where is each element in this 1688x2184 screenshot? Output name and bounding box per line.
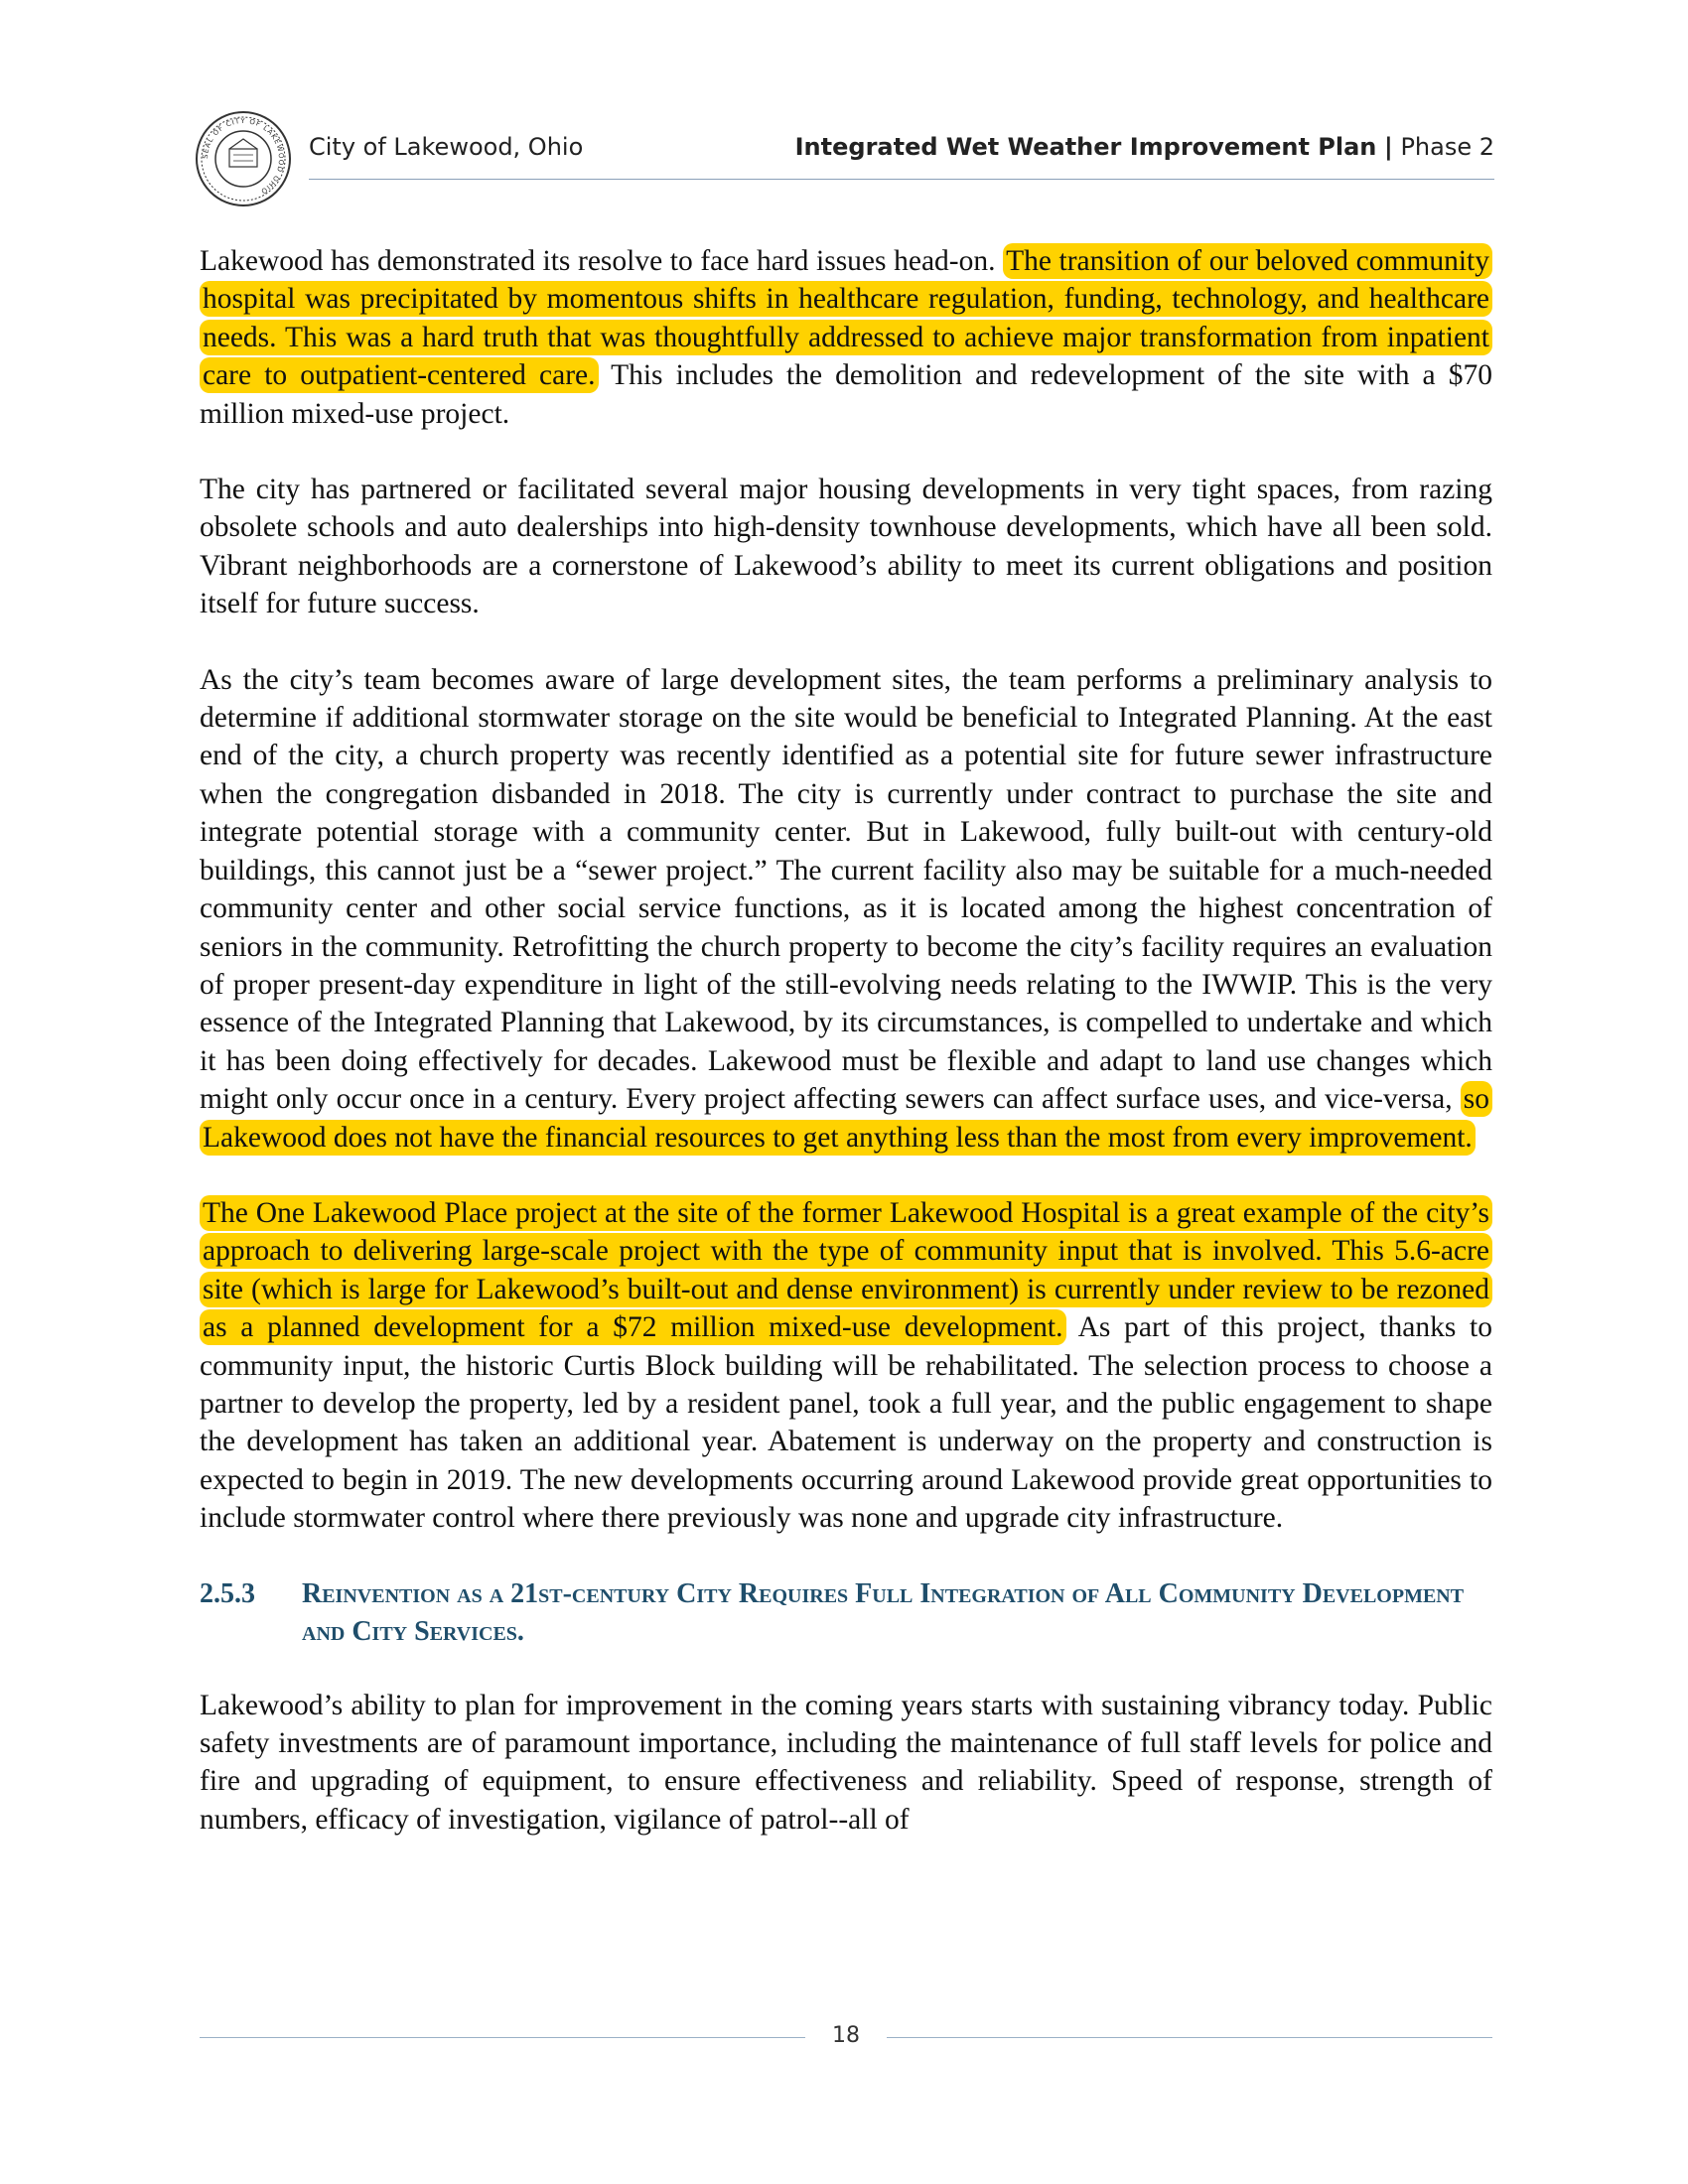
header-phase: Phase 2 [1400,133,1494,161]
footer-rule-right [887,2037,1492,2038]
city-seal-logo [194,109,293,208]
highlighted-text: so Lakewood does not have the financial resources to get anything less than the most from every improvement. [200,1081,1492,1155]
paragraph-hospital-transition [200,242,1492,433]
page-header [194,109,1494,197]
body-content [200,242,1492,1876]
page-footer [200,2017,1492,2057]
section-title: Reinvention as a 21st-century City Requires Full Integration of All Community Development and City Services. [302,1577,1465,1647]
paragraph-housing-developments: The city has partnered or facilitated several major housing developments in very tight spaces, from razing obsolete schools and auto dealerships into high-density townhouse developments, which have all been sold. Vibrant neighborhoods are a cornerstone of Lakewood’s ability to meet its current obligations and position itself for future success. [200,474,1492,620]
paragraph-text: Lakewood has demonstrated its resolve to face hard issues head-on. [200,245,1004,277]
header-document-title [795,133,1494,161]
paragraph-one-lakewood-place [200,1194,1492,1538]
highlighted-text: The One Lakewood Place project at the site of the former Lakewood Hospital is a great example of the city’s approach to delivering large-scale project with the type of community input that is involved. This 5.6-acre site (which is large for Lakewood’s built-out and dense environment) is currently under review to be rezoned as a planned development for a $72 million mixed-use development. [200,1195,1492,1345]
highlighted-text: The transition of our beloved community hospital was precipitated by momentous shifts in healthcare regulation, funding, technology, and healthcare needs. This was a hard truth that was thoughtfully addressed to achieve major transformation from inpatient care to outpatient-centered care. [200,243,1492,393]
svg-text:SEAL OF CITY OF LAKEWOOD OHIO: SEAL OF CITY OF LAKEWOOD OHIO [201,116,286,197]
header-divider [309,179,1494,180]
paragraph-text: As part of this project, thanks to community input, the historic Curtis Block building will be rehabilitated. The selection process to choose a partner to develop the property, led by a resident panel, took a full year, and the public engagement to shape the development has taken an additional year. Abatement is underway on the property and construction is expected to begin in 2019. The new developments occurring around Lakewood provide great opportunities to include stormwater control where there previously was none and upgrade city infrastructure. [200,1311,1492,1535]
header-org-name: City of Lakewood, Ohio [309,133,584,161]
paragraph-text: This includes the demolition and redevelopment of the site with a $70 million mixed-use project. [200,359,1492,430]
paragraph-text: As the city’s team becomes aware of large development sites, the team performs a preliminary analysis to determine if additional stormwater storage on the site would be beneficial to Integrated Planning. At the east end of the city, a church property was recently identified as a potential site for future sewer infrastructure when the congregation disbanded in 2018. The city is currently under contract to purchase the site and integrate potential storage with a community center. But in Lakewood, fully built-out with century-old buildings, this cannot just be a “sewer project.” The current facility also may be suitable for a much-needed community center and other social service functions, as it is located among the highest concentration of seniors in the community. Retrofitting the church property to become the city’s facility requires an evaluation of proper present-day expenditure in light of the still-evolving needs relating to the IWWIP. This is the very essence of the Integrated Planning that Lakewood, by its circumstances, is compelled to undertake and which it has been doing effectively for decades. Lakewood must be flexible and adapt to land use changes which might only occur once in a century. Every project affecting sewers can affect surface uses, and vice-versa, [200,663,1492,1116]
header-plan-title: Integrated Wet Weather Improvement Plan [794,133,1377,161]
paragraph-development-sites [200,661,1492,1157]
header-separator: | [1384,133,1393,161]
paragraph-public-safety: Lakewood’s ability to plan for improvement in the coming years starts with sustaining vibrancy today. Public safety investments are of paramount importance, including the maintenance of full staff levels for police and fire and upgrading of equipment, to ensure effectiveness and reliability. Speed of response, strength of numbers, efficacy of investigation, vigilance of patrol--all of [200,1689,1492,1836]
page-number: 18 [832,2023,860,2048]
section-number: 2.5.3 [200,1577,255,1609]
section-heading [200,1575,1492,1651]
